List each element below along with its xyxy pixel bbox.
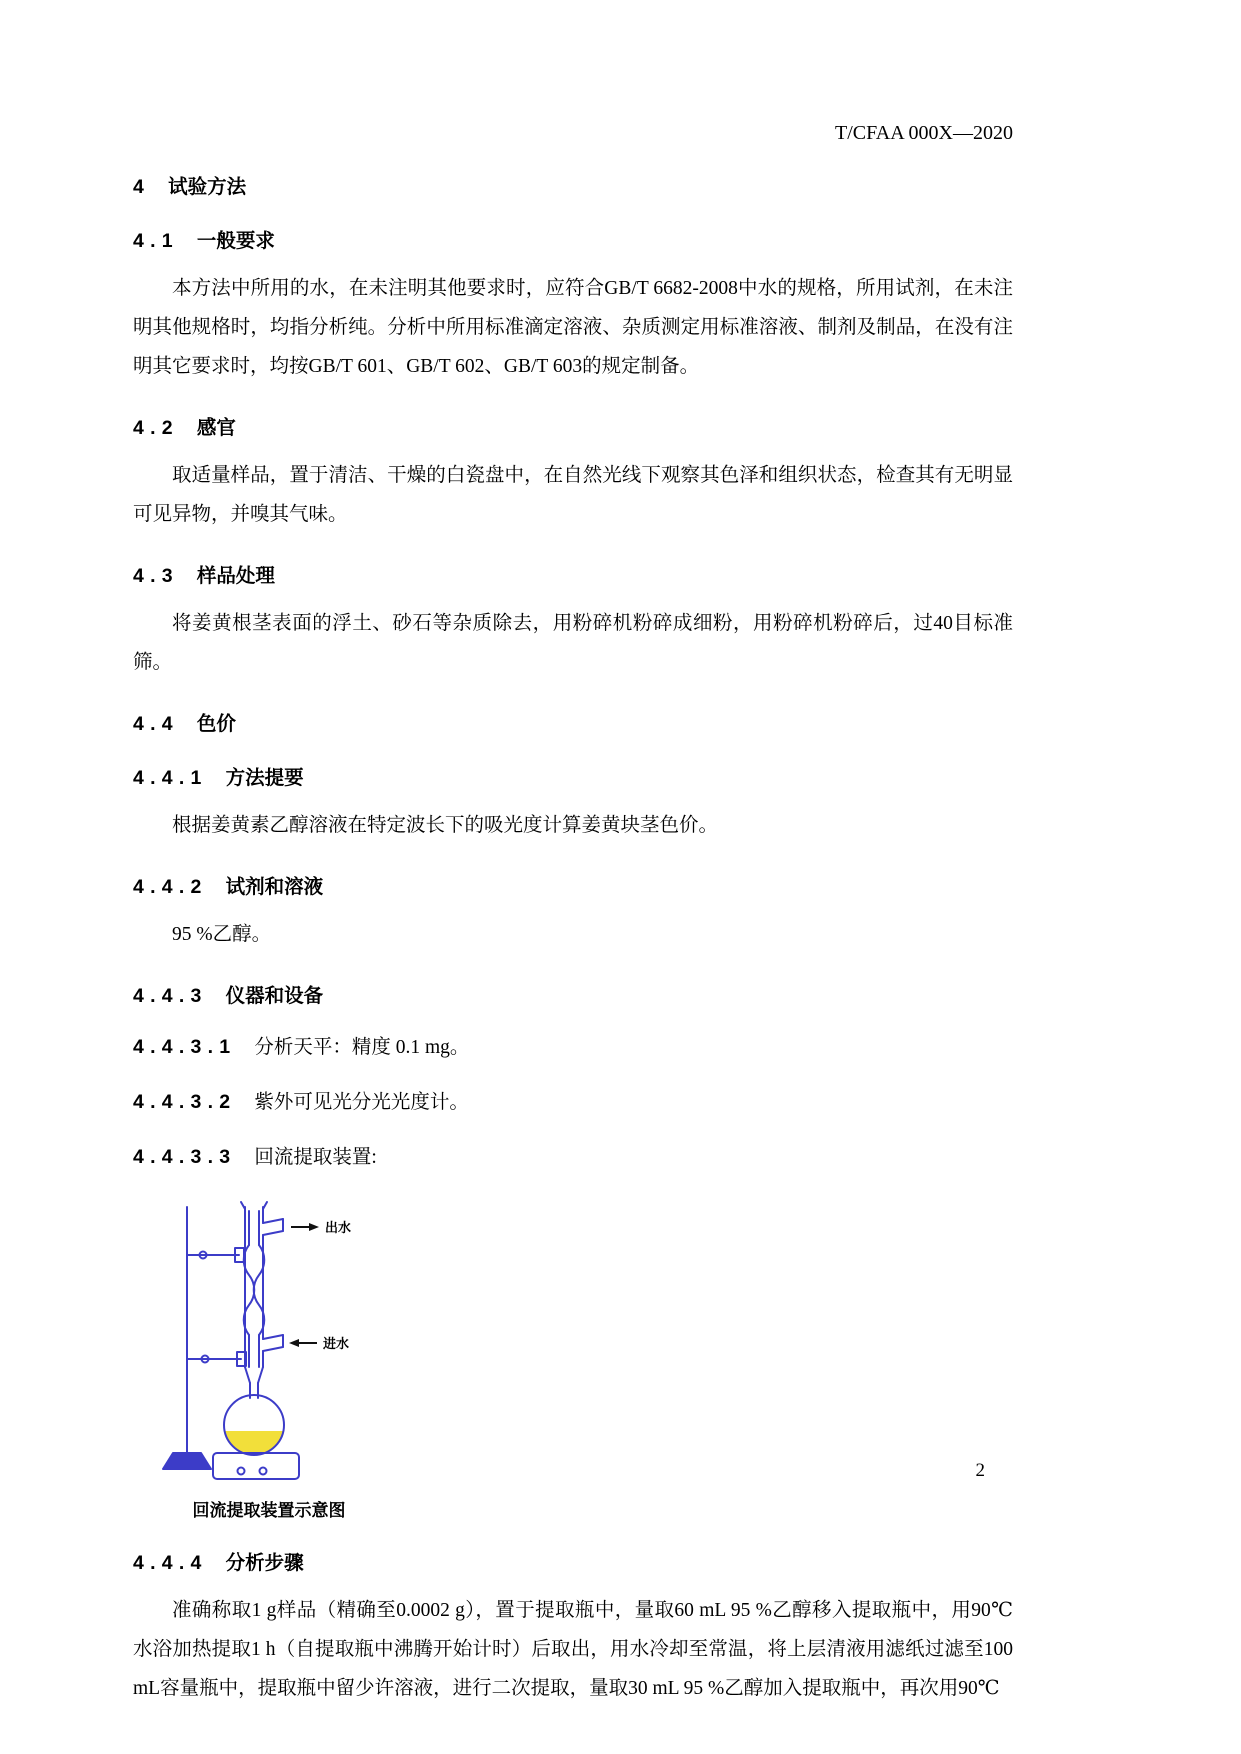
water-out-arrow-icon	[291, 1223, 319, 1231]
heading-4-4-3	[133, 980, 1013, 1008]
paragraph-4-4-4: 准确称取1 g样品（精确至0.0002 g），置于提取瓶中，量取60 mL 95 %乙醇移入提取瓶中，用90℃水浴加热提取1 h（自提取瓶中沸腾开始计时）后取出，用水冷却至常温，将上层清液用滤纸过滤至100 mL容量瓶中，提取瓶中留少许溶液，进行二次提取，量取30 mL 95 %乙醇加入提取瓶中，再次用90℃	[133, 1600, 1013, 1699]
heading-number: 4.4	[133, 713, 179, 735]
heading-4-1	[133, 225, 1013, 253]
heading-number: 4.4.1	[133, 767, 208, 789]
paragraph-4-4-1: 根据姜黄素乙醇溶液在特定波长下的吸光度计算姜黄块茎色价。	[172, 815, 719, 836]
paragraph-4-3: 将姜黄根茎表面的浮土、砂石等杂质除去，用粉碎机粉碎成细粉，用粉碎机粉碎后，过40目标准筛。	[133, 613, 1013, 673]
doc-number: T/CFAA 000X—2020	[835, 122, 1013, 144]
clause-number: 4.4.3.2	[133, 1091, 237, 1113]
clause-4-4-3-3	[133, 1142, 1013, 1173]
condenser	[241, 1202, 283, 1367]
heading-4-4	[133, 708, 1013, 736]
heading-number: 4.1	[133, 230, 179, 252]
reflux-apparatus-figure	[149, 1197, 389, 1521]
stand	[163, 1207, 246, 1469]
heading-title: 方法提要	[225, 767, 304, 789]
heading-4-4-4	[133, 1547, 1013, 1575]
heading-title: 分析步骤	[225, 1552, 304, 1574]
page-header	[133, 122, 1013, 145]
heading-number: 4.2	[133, 417, 179, 439]
heading-number: 4	[133, 176, 151, 198]
heading-title: 感官	[196, 417, 236, 439]
page-number: 2	[975, 1460, 985, 1481]
paragraph-4-2: 取适量样品，置于清洁、干燥的白瓷盘中，在自然光线下观察其色泽和组织状态，检查其有无明显可见异物，并嗅其气味。	[133, 465, 1013, 525]
heading-title: 色价	[196, 713, 236, 735]
heading-4-3	[133, 560, 1013, 588]
heading-title: 仪器和设备	[225, 985, 324, 1007]
heading-number: 4.4.2	[133, 876, 208, 898]
water-out-label: 出水	[325, 1220, 352, 1235]
heading-4	[133, 171, 1013, 199]
heading-4-2	[133, 412, 1013, 440]
clause-text: 紫外可见光分光光度计。	[254, 1092, 469, 1113]
heading-title: 试验方法	[168, 176, 247, 198]
paragraph-4-4-2: 95 %乙醇。	[172, 924, 272, 945]
clause-number: 4.4.3.3	[133, 1146, 237, 1168]
heading-title: 样品处理	[196, 565, 275, 587]
heading-title: 一般要求	[196, 230, 275, 252]
water-in-label: 进水	[323, 1336, 350, 1351]
figure-caption: 回流提取装置示意图	[192, 1501, 346, 1520]
heading-number: 4.3	[133, 565, 179, 587]
clause-4-4-3-1	[133, 1032, 1013, 1063]
clause-text: 回流提取装置:	[254, 1147, 377, 1168]
reflux-apparatus-diagram	[149, 1197, 379, 1487]
heading-4-4-1	[133, 762, 1013, 790]
hotplate	[213, 1453, 299, 1479]
clause-text: 分析天平：精度 0.1 mg。	[254, 1037, 470, 1058]
heading-number: 4.4.3	[133, 985, 208, 1007]
water-in-arrow-icon	[289, 1339, 317, 1347]
heading-4-4-2	[133, 871, 1013, 899]
heading-title: 试剂和溶液	[225, 876, 324, 898]
paragraph-4-1: 本方法中所用的水，在未注明其他要求时，应符合GB/T 6682-2008中水的规格，所用试剂，在未注明其他规格时，均指分析纯。分析中所用标准滴定溶液、杂质测定用标准溶液、制剂及制品，在没有注明其它要求时，均按GB/T 601、GB/T 602、GB/T 603的规定制备。	[133, 278, 1013, 377]
flask-liquid	[225, 1431, 284, 1455]
clause-4-4-3-2	[133, 1087, 1013, 1118]
clause-number: 4.4.3.1	[133, 1036, 237, 1058]
heading-number: 4.4.4	[133, 1552, 208, 1574]
